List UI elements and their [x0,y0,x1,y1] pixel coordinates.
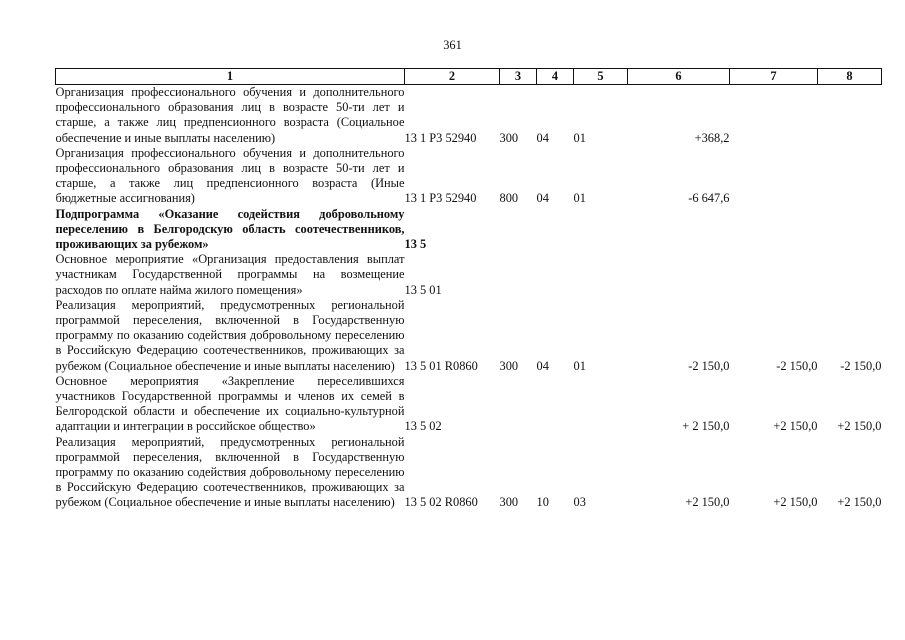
row-subsection: 03 [573,495,586,510]
row-expense-type: 300 [499,358,519,373]
row-code: 13 5 01 R0860 [404,358,478,373]
row-value-6: +2 150,0 [685,495,730,510]
row-value-7: +2 150,0 [773,495,818,510]
row-value-6 [628,207,730,253]
header-col-5: 5 [574,69,628,85]
row-value-8 [818,207,882,253]
row-value-6: -2 150,0 [688,358,730,373]
header-col-4: 4 [537,69,574,85]
row-subsection: 01 [573,358,586,373]
table-row [56,298,882,374]
row-value-8 [818,146,882,207]
row-subsection [574,252,628,298]
row-code: 13 5 02 [404,419,442,434]
header-row [56,69,882,85]
row-description: Подпрограмма «Оказание содействия добровольному переселению в Белгородскую область соотечественников, проживающих за рубежом» [55,206,405,252]
row-section: 04 [536,191,549,206]
row-expense-type: 300 [499,495,519,510]
header-col-2: 2 [405,69,500,85]
row-value-7 [730,146,818,207]
header-col-3: 3 [500,69,537,85]
table-row [56,435,882,511]
row-value-7: -2 150,0 [776,358,818,373]
row-subsection [574,207,628,253]
row-description: Основное мероприятие «Организация предоставления выплат участникам Государственной программы на возмещение расходов по оплате найма жилого помещения» [55,252,405,297]
row-subsection: 01 [573,191,586,206]
table-row [56,374,882,435]
budget-table [55,68,882,511]
row-value-6 [628,252,730,298]
row-description: Основное мероприятия «Закрепление переселившихся участников Государственной программы и членов их семей в Белгородской области и обеспечение их социально-культурной адаптации и интеграции в российское общество» [55,373,405,434]
row-section [537,207,574,253]
row-value-7 [730,85,818,146]
row-expense-type [500,252,537,298]
row-description: Реализация мероприятий, предусмотренных региональной программой переселения, включенной в Государственную программу по оказанию содействия добровольному переселению в Российскую Федерацию соотечественников, проживающих за рубежом (Социальное обеспечение и иные выплаты населению) [55,297,405,373]
row-code: 13 5 [404,237,427,252]
row-expense-type: 300 [499,130,519,145]
row-description: Организация профессионального обучения и дополнительного профессионального образования лиц в возрасте 50-ти лет и старше, а также лиц предпенсионного возраста (Социальное обеспечение и иные выплаты населению) [55,85,405,145]
table-row [56,146,882,207]
row-value-8: +2 150,0 [837,495,882,510]
row-section: 10 [536,495,549,510]
table-row [56,252,882,298]
row-value-8: -2 150,0 [840,358,882,373]
row-section [537,374,574,435]
row-expense-type: 800 [499,191,519,206]
header-col-7: 7 [730,69,818,85]
row-expense-type [500,207,537,253]
row-subsection: 01 [573,130,586,145]
row-value-8 [818,252,882,298]
row-description: Организация профессионального обучения и дополнительного профессионального образования лиц в возрасте 50-ти лет и старше, а также лиц предпенсионного возраста (Иные бюджетные ассигнования) [55,145,405,206]
row-code: 13 1 P3 52940 [404,191,477,206]
row-expense-type [500,374,537,435]
row-value-7 [730,252,818,298]
row-value-7: +2 150,0 [773,419,818,434]
row-code: 13 5 02 R0860 [404,495,478,510]
row-value-6: -6 647,6 [688,191,730,206]
header-col-6: 6 [628,69,730,85]
row-subsection [574,374,628,435]
row-section: 04 [536,130,549,145]
header-col-8: 8 [818,69,882,85]
row-section: 04 [536,358,549,373]
row-code: 13 1 P3 52940 [404,130,477,145]
table-row [56,85,882,146]
page-number: 361 [443,38,462,52]
row-value-8: +2 150,0 [837,419,882,434]
row-description: Реализация мероприятий, предусмотренных региональной программой переселения, включенной в Государственную программу по оказанию содействия добровольному переселению в Российскую Федерацию соотечественников, проживающих за рубежом (Социальное обеспечение и иные выплаты населению) [55,434,405,510]
table-row [56,207,882,253]
row-value-6: +368,2 [694,130,730,145]
row-value-6: + 2 150,0 [682,419,730,434]
header-col-1: 1 [56,69,405,85]
row-value-8 [818,85,882,146]
row-value-7 [730,207,818,253]
row-code: 13 5 01 [404,282,442,297]
row-section [537,252,574,298]
